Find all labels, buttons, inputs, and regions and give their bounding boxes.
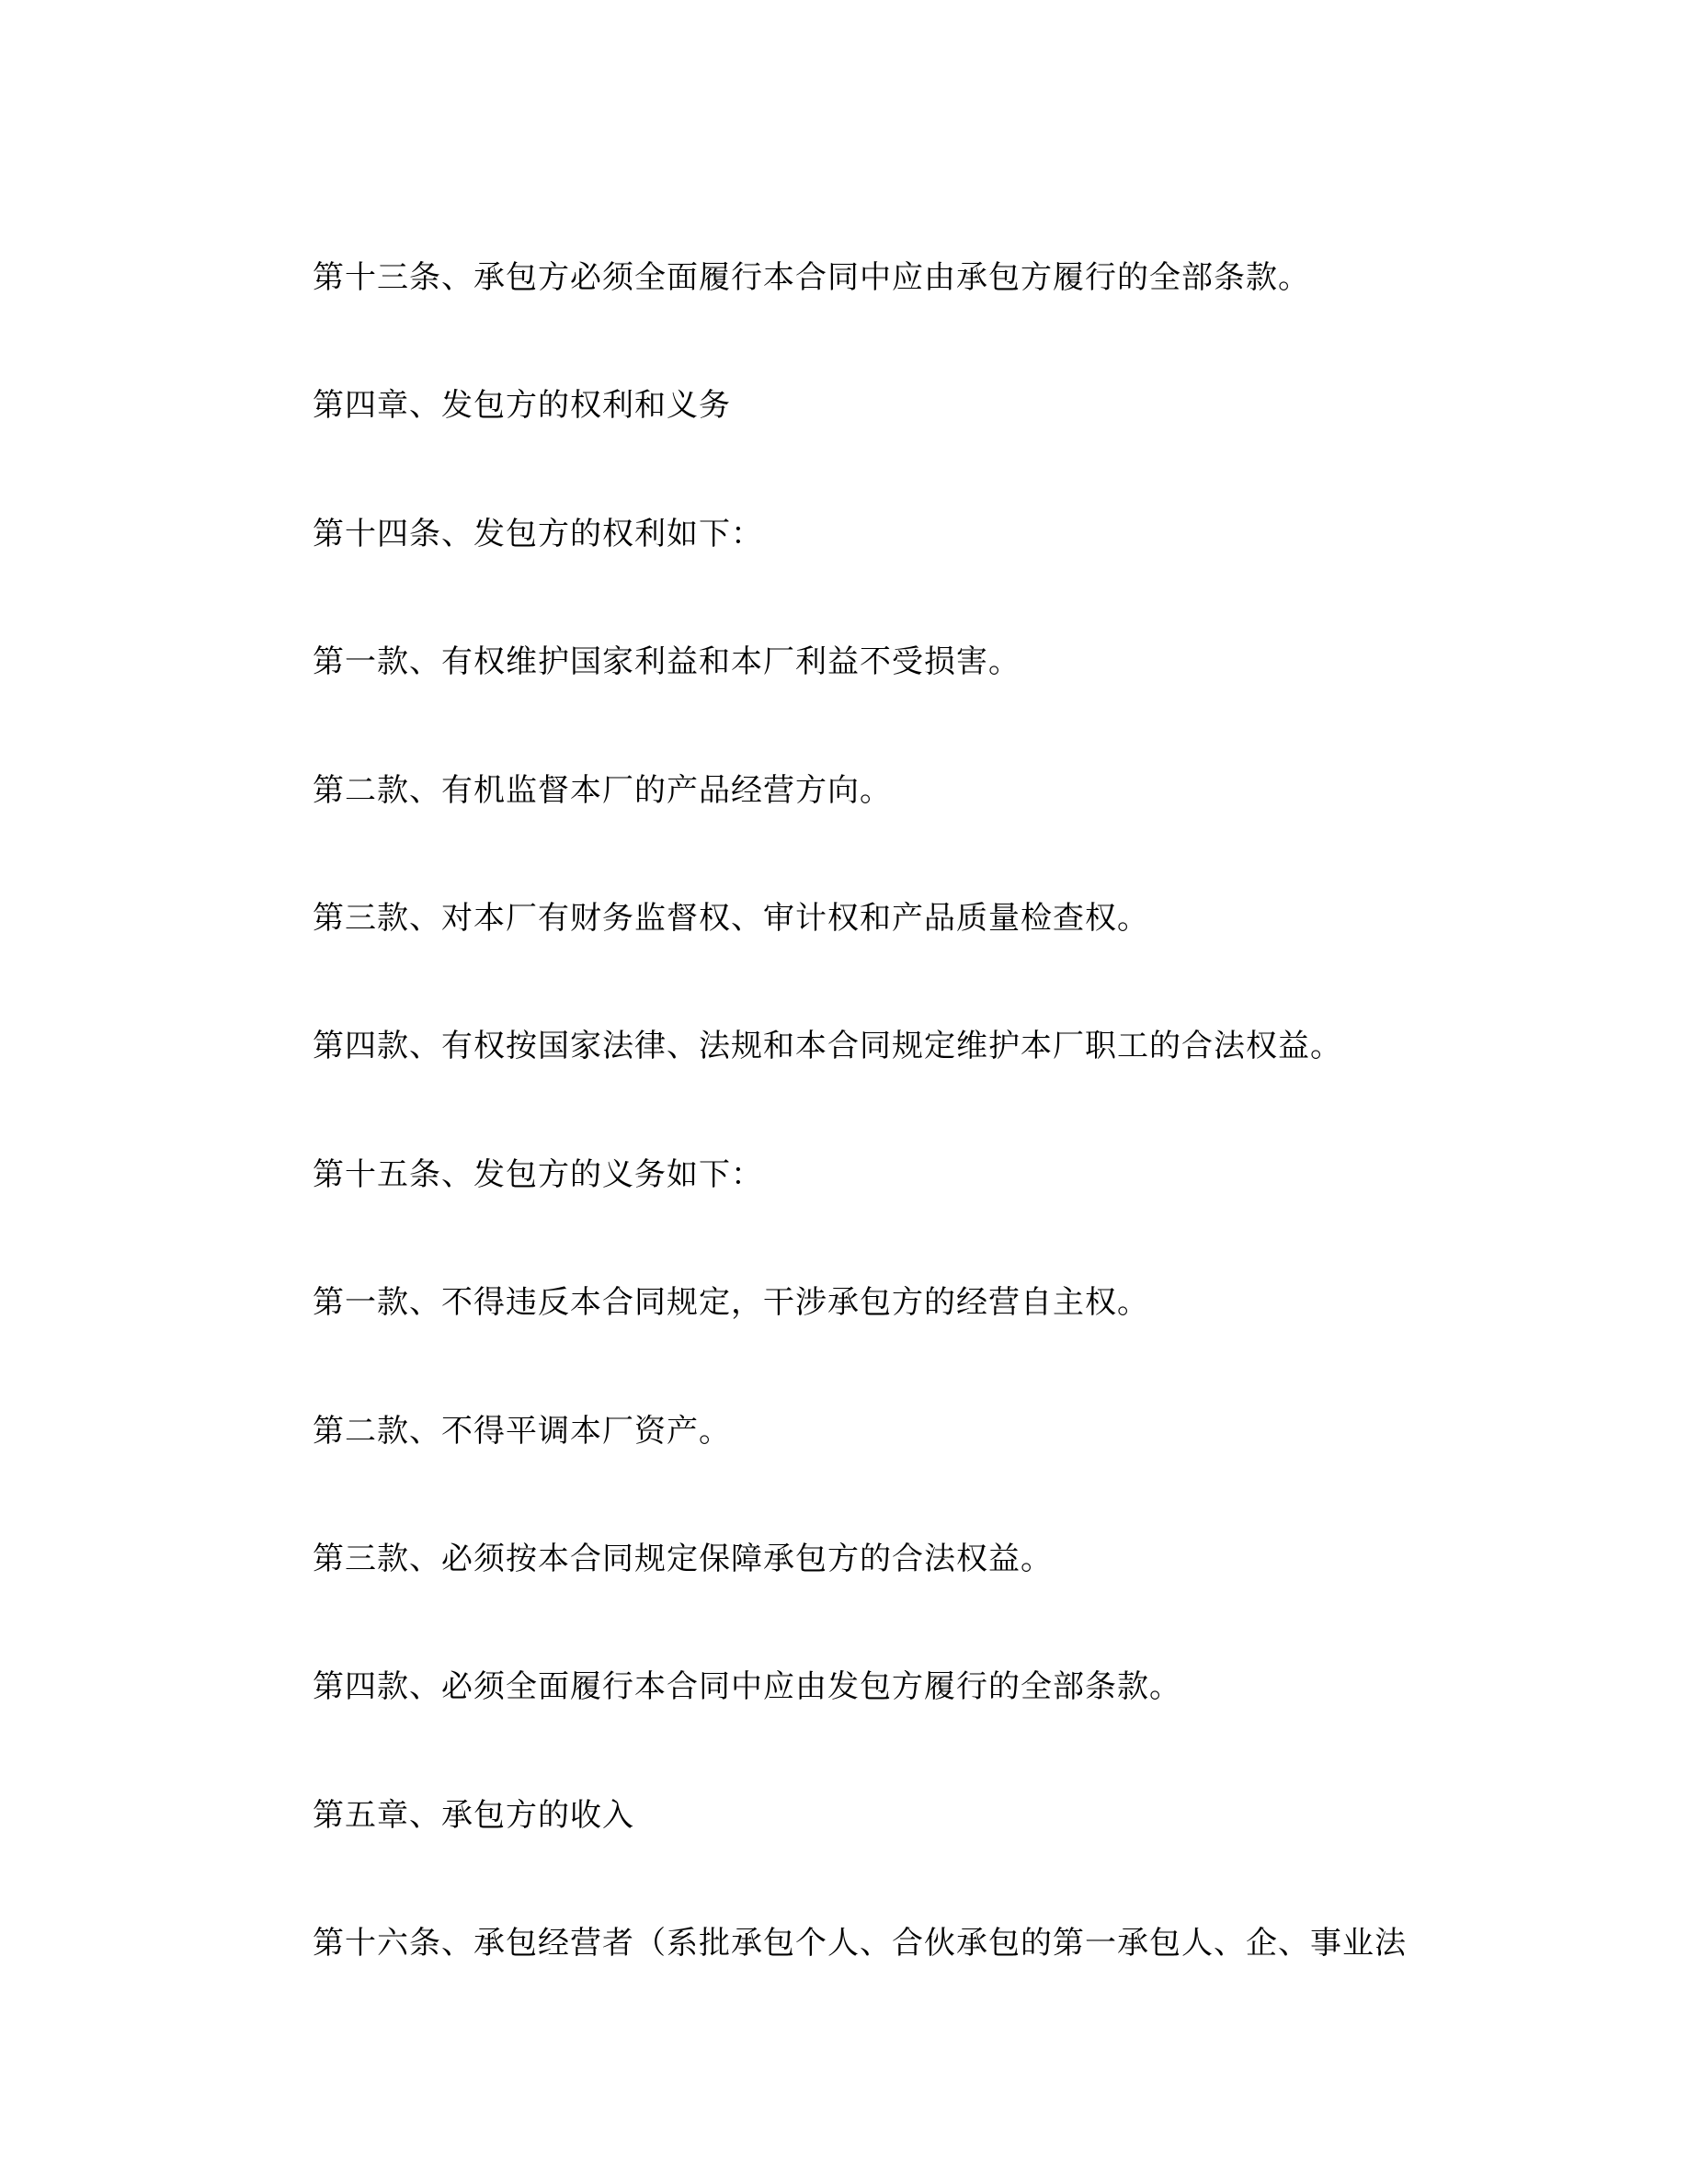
document-body (313, 259, 1600, 2053)
clause-15-item-4: 第四款、必须全面履行本合同中应由发包方履行的全部条款。 (313, 1668, 1181, 1706)
clause-13: 第十三条、承包方必须全面履行本合同中应由承包方履行的全部条款。 (313, 259, 1310, 296)
clause-15: 第十五条、发包方的义务如下： (313, 1155, 763, 1193)
chapter-4-heading: 第四章、发包方的权利和义务 (313, 387, 731, 425)
chapter-5-heading: 第五章、承包方的收入 (313, 1796, 634, 1834)
clause-15-item-2: 第二款、不得平调本厂资产。 (313, 1412, 731, 1450)
clause-14-item-4: 第四款、有权按国家法律、法规和本合同规定维护本厂职工的合法权益。 (313, 1028, 1342, 1065)
clause-15-item-3: 第三款、必须按本合同规定保障承包方的合法权益。 (313, 1540, 1053, 1577)
clause-14-item-3: 第三款、对本厂有财务监督权、审计权和产品质量检查权。 (313, 899, 1149, 937)
clause-16: 第十六条、承包经营者（系批承包个人、合伙承包的第一承包人、企、事业法 (313, 1925, 1407, 1962)
clause-14: 第十四条、发包方的权利如下： (313, 515, 763, 552)
clause-15-item-1: 第一款、不得违反本合同规定，干涉承包方的经营自主权。 (313, 1284, 1149, 1322)
clause-14-item-2: 第二款、有机监督本厂的产品经营方向。 (313, 771, 892, 809)
clause-14-item-1: 第一款、有权维护国家利益和本厂利益不受损害。 (313, 643, 1021, 681)
